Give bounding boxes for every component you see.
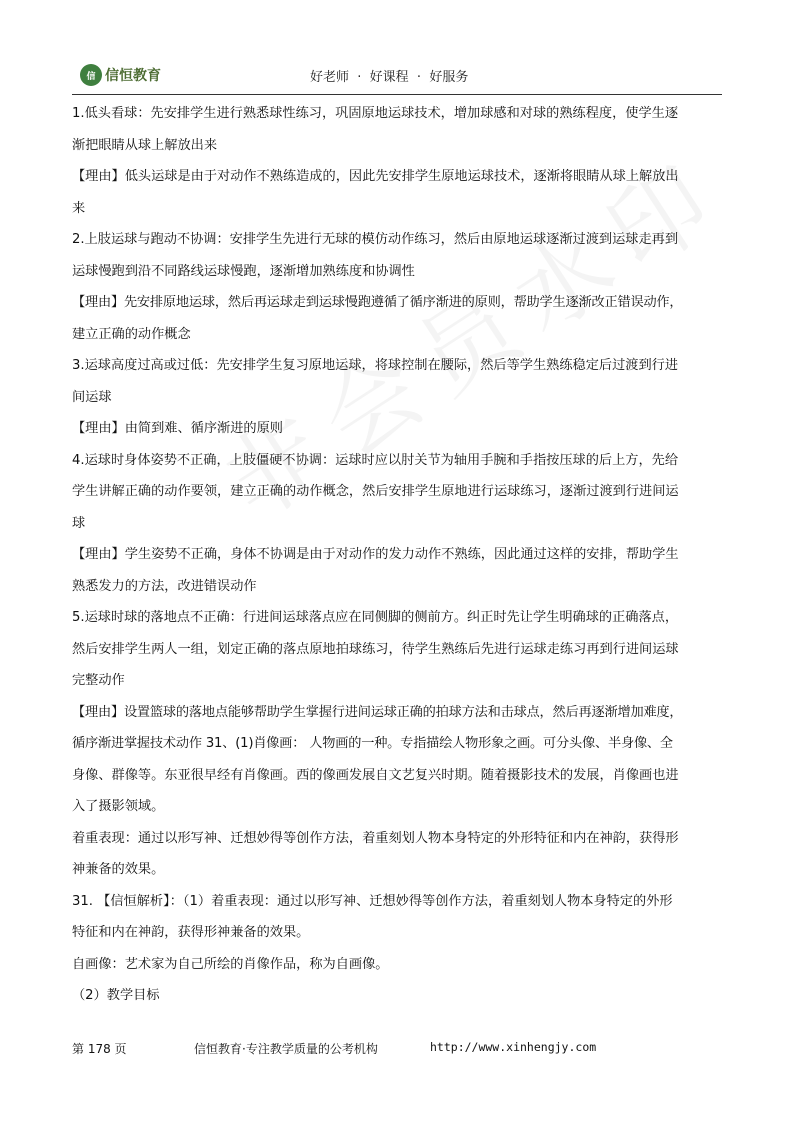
logo-icon: 信 [80, 64, 102, 86]
text-line: 【理由】先安排原地运球，然后再运球走到运球慢跑遵循了循序渐进的原则，帮助学生逐渐改正错误动作， [72, 295, 683, 310]
text-line: 【理由】低头运球是由于对动作不熟练造成的，因此先安排学生原地运球技术，逐渐将眼睛从球上解放出 [72, 169, 679, 184]
text-line: （2）教学目标 [72, 988, 160, 1003]
text-line: 31. 【信恒解析】：（1）着重表现：通过以形写神、迁想妙得等创作方法，着重刻划人物本身特定的外形 [72, 893, 673, 909]
text-line: 完整动作 [72, 673, 125, 688]
header-slogan: 好老师 · 好课程 · 好服务 [310, 70, 469, 85]
text-line: 神兼备的效果。 [72, 862, 165, 877]
text-line: 1.低头看球：先安排学生进行熟悉球性练习，巩固原地运球技术，增加球感和对球的熟练程度，使学生逐 [72, 106, 679, 121]
text-line: 入了摄影领域。 [72, 799, 165, 814]
page-number: 第 178 页 [72, 1042, 127, 1056]
text-line: 球 [72, 515, 86, 531]
text-line: 然后安排学生两人一组，划定正确的落点原地拍球练习，待学生熟练后先进行运球走练习再到行进间运球 [72, 641, 679, 657]
footer-org: 信恒教育·专注教学质量的公考机构 [194, 1042, 378, 1056]
text-line: 学生讲解正确的动作要领，建立正确的动作概念，然后安排学生原地进行运球练习，逐渐过渡到行进间运 [72, 484, 679, 499]
text-line: 建立正确的动作概念 [72, 326, 191, 342]
text-line: 2.上肢运球与跑动不协调：安排学生先进行无球的模仿动作练习，然后由原地运球逐渐过渡到运球走再到 [72, 232, 679, 247]
page-header [72, 58, 722, 94]
footer-url: http://www.xinhengjy.com [430, 1040, 597, 1054]
text-line: 间运球 [72, 389, 112, 405]
text-line: 来 [72, 200, 86, 216]
text-line: 身像、群像等。东亚很早经有肖像画。西的像画发展自文艺复兴时期。随着摄影技术的发展，肖像画也进 [72, 767, 679, 783]
text-line: 特征和内在神韵，获得形神兼备的效果。 [72, 925, 310, 940]
text-line: 渐把眼睛从球上解放出来 [72, 137, 218, 153]
text-line: 熟悉发力的方法，改进错误动作 [72, 578, 257, 594]
text-line: 【理由】学生姿势不正确，身体不协调是由于对动作的发力动作不熟练，因此通过这样的安排，帮助学生 [72, 547, 679, 562]
brand-logo [80, 64, 161, 86]
text-line: 5.运球时球的落地点不正确：行进间运球落点应在同侧脚的侧前方。纠正时先让学生明确球的正确落点， [72, 610, 679, 625]
text-line: 4.运球时身体姿势不正确，上肢僵硬不协调：运球时应以肘关节为轴用手腕和手指按压球的后上方，先给 [72, 452, 679, 468]
document-body [72, 100, 722, 1014]
text-line: 【理由】设置篮球的落地点能够帮助学生掌握行进间运球正确的拍球方法和击球点，然后再逐渐增加难度， [72, 704, 683, 720]
text-line: 3.运球高度过高或过低：先安排学生复习原地运球，将球控制在腰际，然后等学生熟练稳定后过渡到行进 [72, 358, 679, 373]
text-line: 【理由】由简到难、循序渐进的原则 [72, 421, 283, 436]
logo-text: 信恒教育 [105, 68, 161, 84]
text-line: 循序渐进掌握技术动作 31、(1)肖像画： 人物画的一种。专指描绘人物形象之画。可分头像、半身像、全 [72, 736, 673, 751]
text-line: 着重表现：通过以形写神、迁想妙得等创作方法，着重刻划人物本身特定的外形特征和内在神韵，获得形 [72, 830, 679, 846]
header-divider [72, 94, 722, 95]
text-line: 自画像：艺术家为自己所绘的肖像作品，称为自画像。 [72, 956, 389, 972]
text-line: 运球慢跑到沿不同路线运球慢跑，逐渐增加熟练度和协调性 [72, 263, 415, 279]
